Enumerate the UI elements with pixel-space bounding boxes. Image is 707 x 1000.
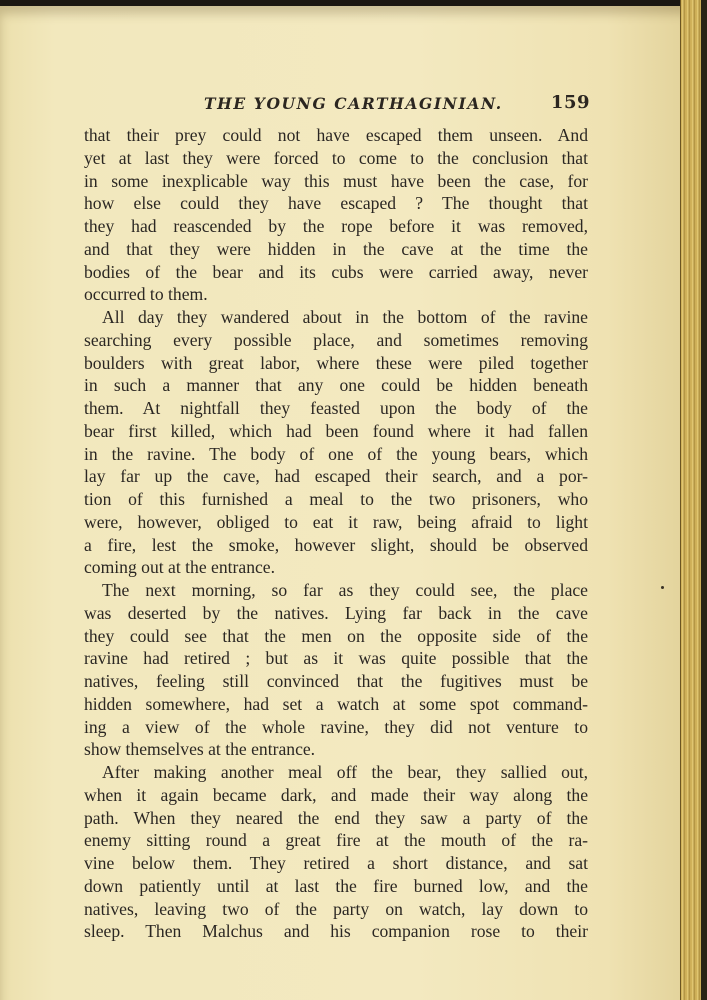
text-line: in such a manner that any one could be hidden beneath [84, 375, 588, 396]
paper-speck [661, 586, 664, 589]
text-line: coming out at the entrance. [84, 557, 276, 578]
text-line: show themselves at the entrance. [84, 739, 316, 760]
text-line: in the ravine. The body of one of the young bears, which [84, 443, 588, 464]
text-line: bodies of the bear and its cubs were carried away, never [84, 261, 588, 282]
text-line: how else could they have escaped ? The thought that [84, 193, 588, 214]
text-line: ravine had retired ; but as it was quite possible that the [84, 648, 588, 669]
text-line: occurred to them. [84, 284, 208, 305]
text-line: The next morning, so far as they could see, the place [102, 580, 588, 600]
page-number: 159 [550, 92, 590, 113]
text-line: them. At nightfall they feasted upon the body of the [84, 398, 588, 418]
text-line: sleep. Then Malchus and his companion rose to their [84, 921, 588, 942]
body-text [84, 124, 588, 943]
text-line: vine below them. They retired a short distance, and sat [84, 853, 588, 873]
paragraph [84, 761, 588, 943]
paragraph [84, 306, 588, 579]
text-line: yet at last they were forced to come to the conclusion that [84, 147, 588, 168]
text-line: down patiently until at last the fire burned low, and the [84, 875, 588, 896]
text-line: bear first killed, which had been found where it had fallen [84, 420, 588, 441]
paragraph [84, 124, 588, 306]
book-page [0, 6, 690, 1000]
paragraph [84, 579, 588, 761]
running-title: THE YOUNG CARTHAGINIAN. [204, 94, 503, 113]
text-line: lay far up the cave, had escaped their search, and a por- [84, 466, 588, 487]
book-binding-edge [701, 0, 707, 1000]
text-line: All day they wandered about in the bottom of the ravine [102, 307, 588, 327]
text-line: tion of this furnished a meal to the two prisoners, who [84, 489, 588, 509]
text-line: when it again became dark, and made their way along the [84, 784, 588, 805]
text-line: ing a view of the whole ravine, they did not venture to [84, 716, 588, 737]
text-line: hidden somewhere, had set a watch at some spot command- [84, 693, 588, 714]
text-line: and that they were hidden in the cave at the time the [84, 238, 588, 259]
text-line: was deserted by the natives. Lying far back in the cave [84, 602, 588, 623]
text-line: boulders with great labor, where these were piled together [84, 352, 588, 373]
text-line: searching every possible place, and sometimes removing [84, 329, 588, 350]
page-header [84, 90, 590, 120]
text-line: natives, feeling still convinced that the fugitives must be [84, 671, 588, 691]
text-line: they had reascended by the rope before it was removed, [84, 216, 588, 236]
text-line: in some inexplicable way this must have been the case, for [84, 170, 588, 191]
text-line: they could see that the men on the opposite side of the [84, 625, 588, 646]
text-line: were, however, obliged to eat it raw, being afraid to light [84, 511, 588, 532]
text-line: that their prey could not have escaped them unseen. And [84, 125, 588, 145]
text-line: natives, leaving two of the party on watch, lay down to [84, 898, 588, 919]
text-line: path. When they neared the end they saw a party of the [84, 807, 588, 828]
text-line: enemy sitting round a great fire at the mouth of the ra- [84, 830, 588, 851]
text-line: After making another meal off the bear, they sallied out, [102, 762, 588, 782]
text-line: a fire, lest the smoke, however slight, should be observed [84, 534, 588, 555]
